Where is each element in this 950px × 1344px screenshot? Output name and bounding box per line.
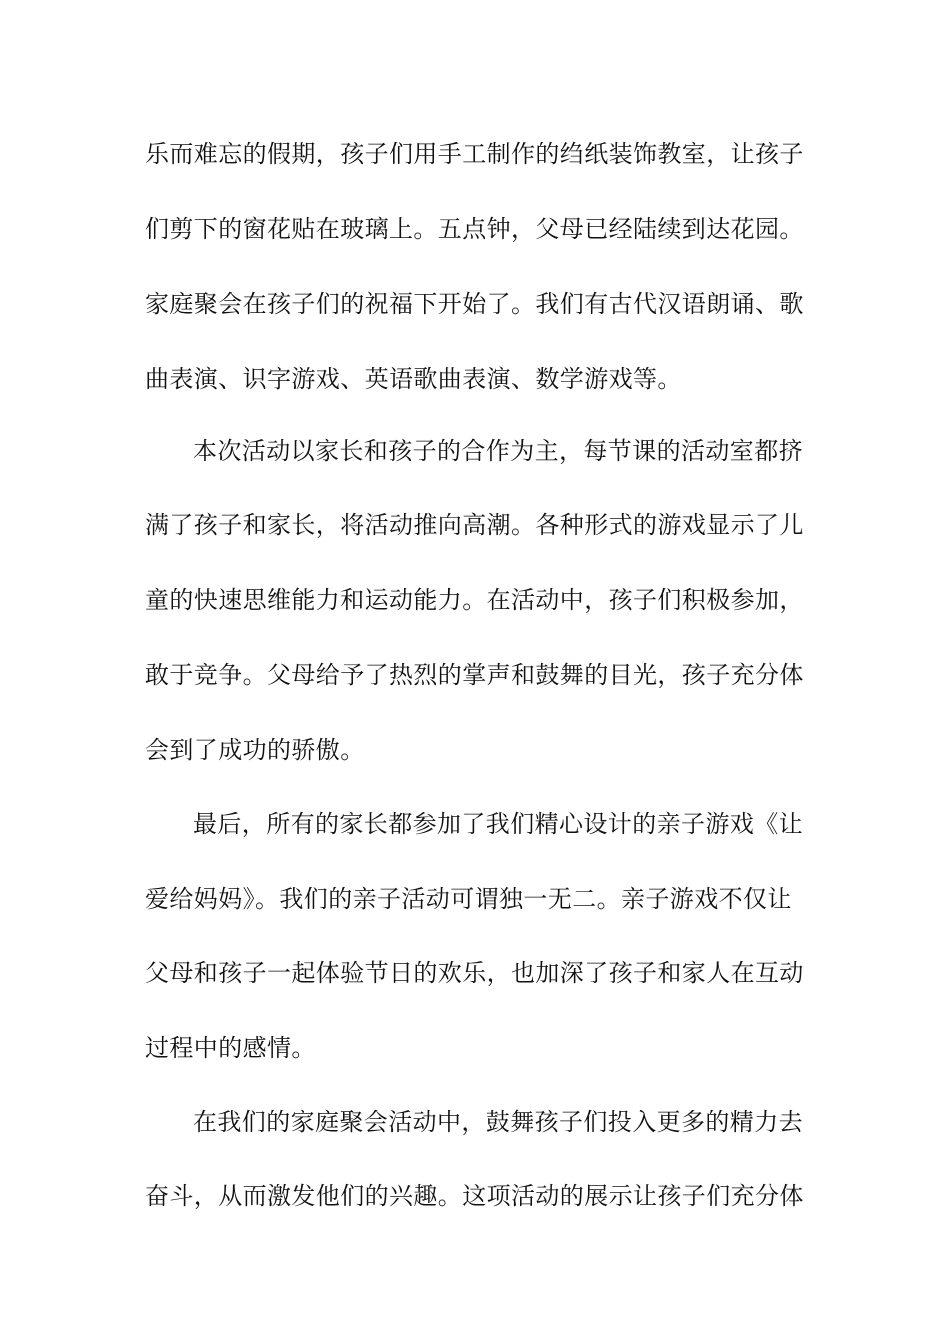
paragraph-3-line-1: 最后，所有的家长都参加了我们精心设计的亲子游戏《让: [193, 810, 803, 838]
paragraph-2-line-3: 童的快速思维能力和运动能力。在活动中，孩子们积极参加，: [145, 586, 804, 614]
paragraph-4-line-2: 奋斗，从而激发他们的兴趣。这项活动的展示让孩子们充分体: [145, 1182, 804, 1210]
paragraph-2-line-5: 会到了成功的骄傲。: [145, 736, 365, 764]
paragraph-2-line-2: 满了孩子和家长，将活动推向高潮。各种形式的游戏显示了儿: [145, 511, 804, 539]
paragraph-3-line-4: 过程中的感情。: [145, 1034, 316, 1062]
paragraph-1-line-4: 曲表演、识字游戏、英语歌曲表演、数学游戏等。: [145, 365, 682, 393]
paragraph-4-line-1: 在我们的家庭聚会活动中，鼓舞孩子们投入更多的精力去: [193, 1108, 803, 1136]
paragraph-3-line-2: 爱给妈妈》。我们的亲子活动可谓独一无二。亲子游戏不仅让: [145, 885, 792, 913]
paragraph-1-line-2: 们剪下的窗花贴在玻璃上。五点钟，父母已经陆续到达花园。: [145, 215, 804, 243]
paragraph-2-line-4: 敢于竞争。父母给予了热烈的掌声和鼓舞的目光，孩子充分体: [145, 661, 804, 689]
paragraph-2-line-1: 本次活动以家长和孩子的合作为主，每节课的活动室都挤: [193, 437, 803, 465]
paragraph-3-line-3: 父母和孩子一起体验节日的欢乐，也加深了孩子和家人在互动: [145, 959, 804, 987]
paragraph-1-line-1: 乐而难忘的假期，孩子们用手工制作的绉纸装饰教室，让孩子: [145, 140, 804, 168]
paragraph-1-line-3: 家庭聚会在孩子们的祝福下开始了。我们有古代汉语朗诵、歌: [145, 290, 804, 318]
